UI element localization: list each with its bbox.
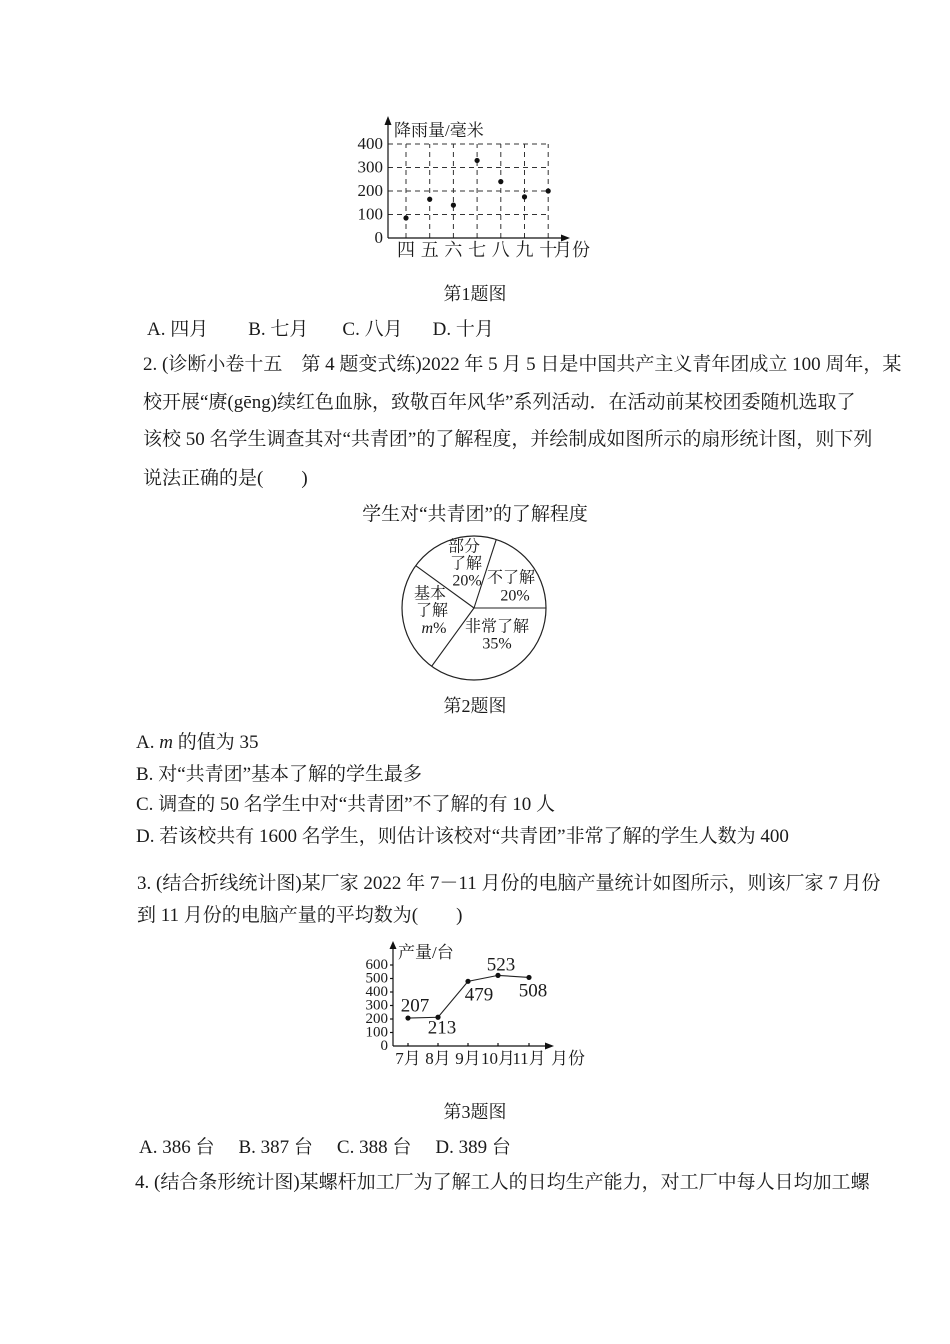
- svg-text:508: 508: [518, 980, 548, 1002]
- svg-text:600: 600: [365, 957, 388, 973]
- q2-option-c: [136, 794, 555, 816]
- q2-option-c-post: 调查的 50 名学生中对“共青团”不了解的有 10 人: [158, 794, 556, 815]
- svg-text:7月: 7月: [395, 1049, 421, 1068]
- svg-text:基本: 基本: [413, 585, 447, 603]
- q1-option-a: A. 四月: [147, 319, 209, 340]
- y-axis-arrow: [385, 116, 392, 125]
- q1-chart-caption: 第1题图: [443, 284, 507, 304]
- q3-option-b: B. 387 台: [238, 1137, 313, 1158]
- svg-text:213: 213: [427, 1017, 457, 1039]
- q1-options-row: [147, 319, 494, 341]
- axes: [388, 124, 562, 238]
- x-axis-label: 月份: [554, 240, 590, 260]
- svg-text:四: 四: [397, 240, 415, 260]
- q2-option-a-italic: m: [159, 732, 173, 753]
- q3-option-a: A. 386 台: [139, 1137, 215, 1158]
- svg-text:523: 523: [486, 954, 516, 976]
- svg-text:0: 0: [380, 1038, 388, 1054]
- q2-line-3: 该校 50 名学生调查其对“共青团”的了解程度，并绘制成如图所示的扇形统计图，则下列: [143, 429, 873, 450]
- q1-rainfall-chart-svg: [350, 110, 590, 270]
- q3-production-chart: [350, 940, 610, 1080]
- q2-pie-chart: [380, 528, 570, 690]
- svg-text:11月: 11月: [512, 1049, 546, 1068]
- svg-text:400: 400: [365, 984, 388, 1000]
- x-axis-label: 月份: [551, 1049, 585, 1068]
- q3-line-2: 到 11 月份的电脑产量的平均数为( ): [137, 905, 463, 926]
- q1-rainfall-chart: [350, 110, 590, 270]
- q2-option-b-pre: B.: [136, 764, 159, 785]
- q2-option-a-pre: A.: [136, 732, 160, 753]
- svg-text:十: 十: [539, 240, 558, 260]
- q3-chart-caption: 第3题图: [443, 1102, 507, 1122]
- y-axis-label: 降雨量/毫米: [394, 121, 484, 140]
- svg-text:部分: 部分: [447, 538, 481, 556]
- svg-text:200: 200: [365, 1011, 388, 1027]
- svg-text:100: 100: [365, 1024, 388, 1041]
- svg-text:500: 500: [365, 970, 388, 987]
- q2-option-a-post: 的值为 35: [172, 732, 259, 753]
- svg-text:479: 479: [464, 984, 494, 1006]
- q2-option-d-pre: D.: [136, 826, 160, 847]
- svg-text:200: 200: [357, 181, 383, 200]
- q1-option-d: D. 十月: [432, 319, 494, 340]
- svg-text:300: 300: [357, 157, 383, 177]
- q1-option-b: B. 七月: [248, 319, 309, 340]
- svg-text:了解: 了解: [449, 555, 483, 573]
- svg-text:八: 八: [491, 240, 510, 260]
- svg-text:了解: 了解: [415, 602, 449, 620]
- q2-line-4: 说法正确的是( ): [143, 468, 308, 489]
- y-axis-label: 产量/台: [398, 943, 454, 962]
- q2-option-b: [136, 764, 422, 786]
- svg-text:五: 五: [420, 240, 439, 260]
- svg-text:0: 0: [374, 228, 383, 247]
- q2-line-1: 2. (诊断小卷十五 第 4 题变式练)2022 年 5 月 5 日是中国共产主义青年团成立 100 周年，某: [143, 354, 902, 375]
- svg-text:七: 七: [468, 240, 487, 260]
- svg-text:非常了解: 非常了解: [464, 618, 530, 636]
- svg-text:10月: 10月: [481, 1049, 515, 1068]
- q2-chart-caption: 第2题图: [443, 696, 507, 716]
- q2-option-d-post: 若该校共有 1600 名学生，则估计该校对“共青团”非常了解的学生人数为 400: [159, 826, 789, 847]
- q2-option-d: [136, 826, 789, 848]
- q2-option-a: [136, 732, 258, 754]
- q3-production-chart-svg: [350, 940, 610, 1080]
- svg-text:20%: 20%: [452, 572, 482, 590]
- y-axis-arrow: [390, 941, 397, 949]
- q3-option-c: C. 388 台: [336, 1137, 412, 1158]
- svg-text:9月: 9月: [455, 1049, 481, 1068]
- q2-pie-title: 学生对“共青团”的了解程度: [362, 504, 588, 525]
- svg-text:400: 400: [357, 134, 383, 153]
- svg-text:m%: m%: [421, 619, 447, 637]
- svg-text:六: 六: [444, 240, 463, 260]
- q1-option-c: C. 八月: [342, 319, 403, 340]
- q3-option-d: D. 389 台: [435, 1137, 511, 1158]
- q3-options-row: [139, 1137, 511, 1159]
- svg-text:100: 100: [357, 204, 383, 224]
- gridlines: [388, 144, 548, 238]
- svg-text:不了解: 不了解: [486, 569, 536, 587]
- svg-text:九: 九: [515, 240, 534, 260]
- svg-text:35%: 35%: [482, 635, 512, 653]
- q2-line-2: 校开展“赓(gēng)续红色血脉，致敬百年风华”系列活动．在活动前某校团委随机选取了: [143, 392, 856, 413]
- svg-text:300: 300: [365, 997, 388, 1014]
- q2-option-c-pre: C.: [136, 794, 159, 815]
- q4-line-1: 4. (结合条形统计图)某螺杆加工厂为了解工人的日均生产能力，对工厂中每人日均加工螺: [135, 1172, 870, 1193]
- q2-pie-chart-svg: [380, 528, 570, 690]
- svg-text:8月: 8月: [425, 1049, 451, 1068]
- svg-text:20%: 20%: [500, 587, 530, 605]
- svg-text:207: 207: [400, 995, 430, 1017]
- q2-option-b-post: 对“共青团”基本了解的学生最多: [158, 764, 423, 785]
- q3-line-1: 3. (结合折线统计图)某厂家 2022 年 7－11 月份的电脑产量统计如图所示，则该厂家 7 月份: [137, 873, 881, 894]
